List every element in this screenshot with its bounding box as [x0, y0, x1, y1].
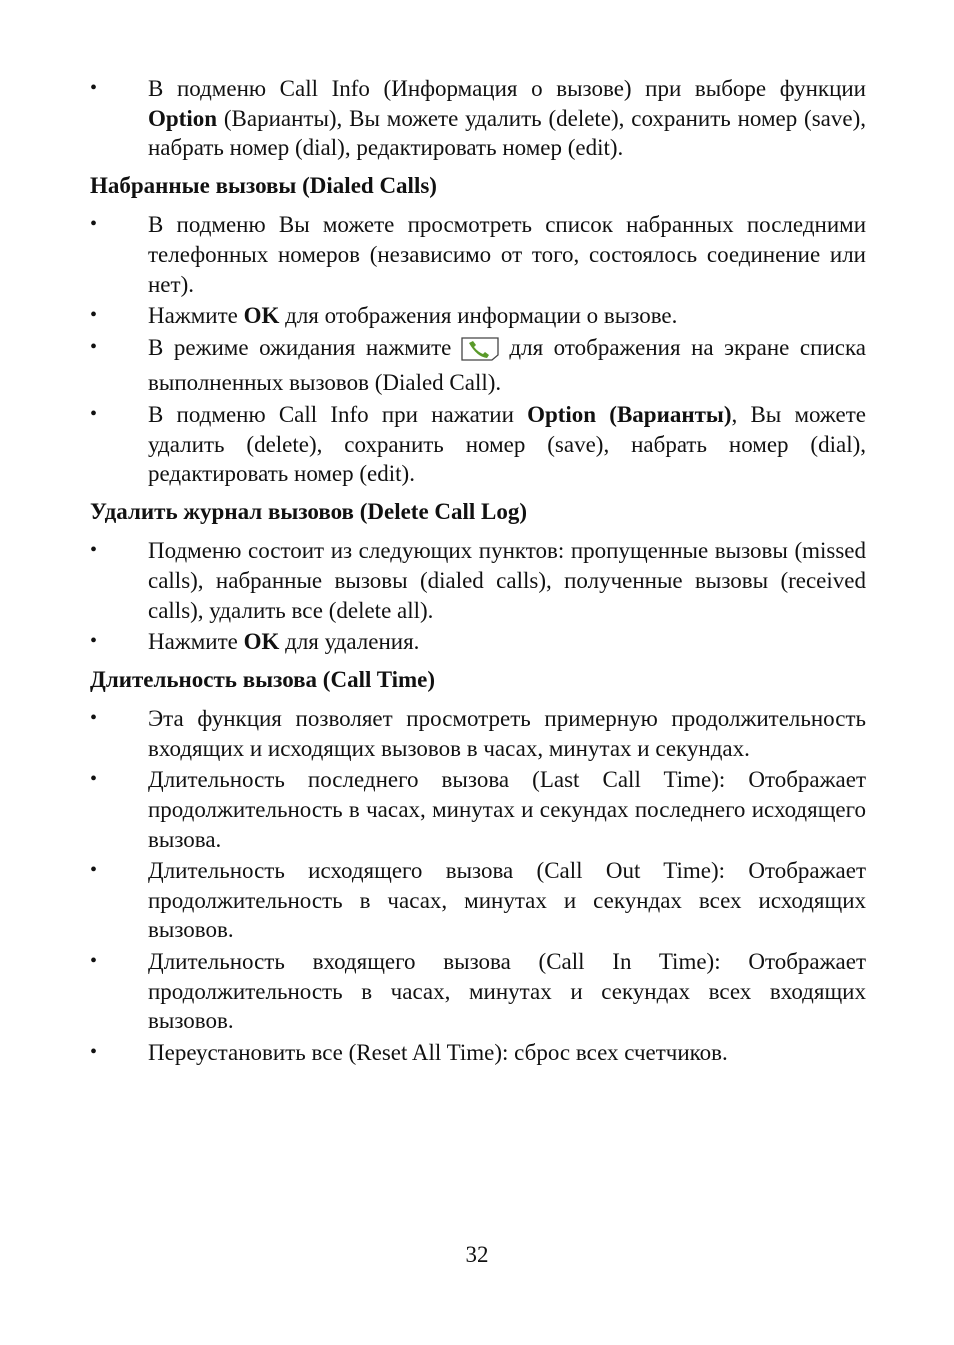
bullet: •: [90, 707, 98, 730]
list-item: [90, 74, 866, 163]
list-item: [90, 400, 866, 489]
bullet: •: [90, 859, 98, 882]
list-item: [90, 947, 866, 1036]
item-text: Эта функция позволяет просмотреть примерную продолжительность входящих и исходящих вызовов в часах, минутах и секундах.: [148, 706, 866, 761]
item-text: Длительность входящего вызова (Call In Time): Отображает продолжительность в часах, минутах и секундах всех входящих вызовов.: [148, 949, 866, 1034]
item-text: Нажмите OK для отображения информации о вызове.: [148, 303, 678, 329]
list-item: [90, 210, 866, 299]
section-heading-delete-call-log: Удалить журнал вызовов (Delete Call Log): [90, 498, 528, 524]
bullet: •: [90, 213, 98, 236]
list-item: [90, 704, 866, 763]
item-text: В подменю Call Info при нажатии Option (Варианты), Вы можете удалить (delete), сохранить номер (save), набрать номер (dial), редактировать номер (edit).: [148, 401, 866, 487]
item-text: Подменю состоит из следующих пунктов: пропущенные вызовы (missed calls), набранные вызовы (dialed calls), полученные вызовы (received calls), удалить все (delete all).: [148, 538, 866, 623]
list-item: [90, 333, 866, 398]
list-item: [90, 765, 866, 854]
item-text: В режиме ожидания нажмите для отображения на экране списка выполненных вызовов (Dialed Call).: [148, 334, 866, 396]
bullet: •: [90, 1040, 98, 1063]
section-heading-call-time: Длительность вызова (Call Time): [90, 666, 436, 692]
bullet: •: [90, 950, 98, 973]
list-item: [90, 627, 866, 657]
item-text: Длительность исходящего вызова (Call Out Time): Отображает продолжительность в часах, минутах и секундах всех исходящих вызовов.: [148, 858, 866, 943]
item-text: Нажмите OK для удаления.: [148, 629, 420, 655]
bullet: •: [90, 630, 98, 653]
page-content: [90, 74, 866, 1069]
page-number: 32: [465, 1242, 489, 1267]
list-item: [90, 856, 866, 945]
bullet: •: [90, 304, 98, 327]
item-text: В подменю Вы можете просмотреть список набранных последними телефонных номеров (независимо от того, состоялось соединение или нет).: [148, 212, 866, 297]
bullet: •: [90, 402, 98, 425]
list-item: [90, 536, 866, 625]
bullet: •: [90, 77, 98, 99]
list-item: [90, 1038, 866, 1068]
list-item: [90, 301, 866, 331]
bullet: •: [90, 335, 98, 358]
section-heading-dialed-calls: Набранные вызовы (Dialed Calls): [90, 172, 437, 198]
bullet: •: [90, 539, 98, 562]
call-key-icon: [459, 335, 501, 369]
item-text: Переустановить все (Reset All Time): сброс всех счетчиков.: [148, 1039, 728, 1065]
item-text: Длительность последнего вызова (Last Call Time): Отображает продолжительность в часах, минутах и секундах последнего исходящего вызова.: [148, 767, 866, 852]
item-text: В подменю Call Info (Информация о вызове) при выборе функции Option (Варианты), Вы можете удалить (delete), сохранить номер (save), набрать номер (dial), редактировать номер (edit).: [148, 76, 866, 161]
bullet: •: [90, 768, 98, 791]
